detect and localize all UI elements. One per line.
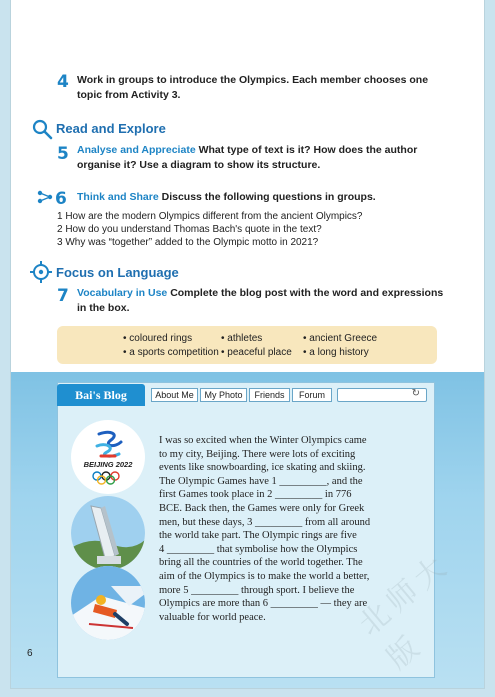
blog-line: first Games took place in 2 _________ in 776 [159,489,352,501]
activity-6-label: Think and Share [77,191,159,203]
tab-my-photo[interactable]: My Photo [200,388,247,402]
blog-title: Bai's Blog [57,384,145,406]
blog-line: The Olympic Games have 1 _________, and the [159,475,363,487]
word-item: • a long history [303,347,369,358]
question-2: 2 How do you understand Thomas Bach's quote in the text? [57,224,322,235]
question-1: 1 How are the modern Olympics different from the ancient Olympics? [57,211,363,222]
publisher-watermark: 北师大版 [352,546,458,677]
blog-line: the world take part. The Olympic rings are five [159,530,357,542]
tab-forum[interactable]: Forum [292,388,332,402]
blog-line: men, but these days, 3 _________ from all around [159,516,371,528]
blog-line: events like snowboarding, ice skating and skiing. [159,462,366,474]
refresh-icon: ↻ [411,388,420,399]
activity-4-text: Work in groups to introduce the Olympics. Each member chooses one topic from Activity 3. [77,74,429,101]
textbook-page [10,0,485,689]
ski-jump-photo [71,496,145,570]
activity-5-label: Analyse and Appreciate [77,144,196,156]
word-box [57,326,437,364]
activity-6-instructions: Discuss the following questions in groups. [161,191,376,203]
activity-6-text [77,190,447,205]
activity-5-number: 5 [57,144,69,164]
beijing-2022-logo [71,420,145,494]
activity-5-instructions: What type of text is it? How does the author organise it? Use a diagram to show its structure. [77,144,418,171]
activity-7-instructions: Complete the blog post with the word and expressions in the box. [77,287,444,314]
activity-5-text [77,143,447,173]
activity-7-text [77,286,447,316]
activity-6-number: 6 [55,189,67,209]
question-3: 3 Why was “together” added to the Olympic motto in 2021? [57,237,319,248]
search-input[interactable] [337,388,427,402]
word-item: • a sports competition [123,347,219,358]
blog-line: 4 _________ that symbolise how the Olympics [159,543,358,555]
focus-language-title: Focus on Language [56,265,179,280]
share-icon [37,190,53,204]
blog-line: BCE. Back then, the Games were only for Greek [159,502,365,514]
blog-line: valuable for world peace. [159,611,266,623]
blog-line: Olympics are more than 6 _________ — they are [159,598,368,610]
target-icon [29,260,53,284]
blog-line: to my city, Beijing. There were lots of exciting [159,448,356,460]
blog-line: bring all the countries of the world together. The [159,557,363,569]
word-item: • peaceful place [221,347,292,358]
word-item: • athletes [221,333,263,344]
blog-line: more 5 _________ through sport. I believe the [159,584,355,596]
logo-text: BEIJING 2022 [83,460,133,469]
tab-friends[interactable]: Friends [249,388,290,402]
magnifier-icon [31,118,53,140]
word-item: • ancient Greece [303,333,378,344]
blog-line: aim of the Olympics is to make the world a better, [159,570,370,582]
activity-7-number: 7 [57,286,69,306]
activity-4-number: 4 [57,72,69,92]
beijing-2022-emblem [71,420,145,494]
skier-photo [71,566,145,640]
word-item: • coloured rings [123,333,193,344]
page-number: 6 [27,648,33,659]
activity-7-label: Vocabulary in Use [77,287,168,299]
tab-about-me[interactable]: About Me [151,388,198,402]
blog-line: I was so excited when the Winter Olympics came [159,435,367,446]
read-explore-title: Read and Explore [56,121,166,136]
